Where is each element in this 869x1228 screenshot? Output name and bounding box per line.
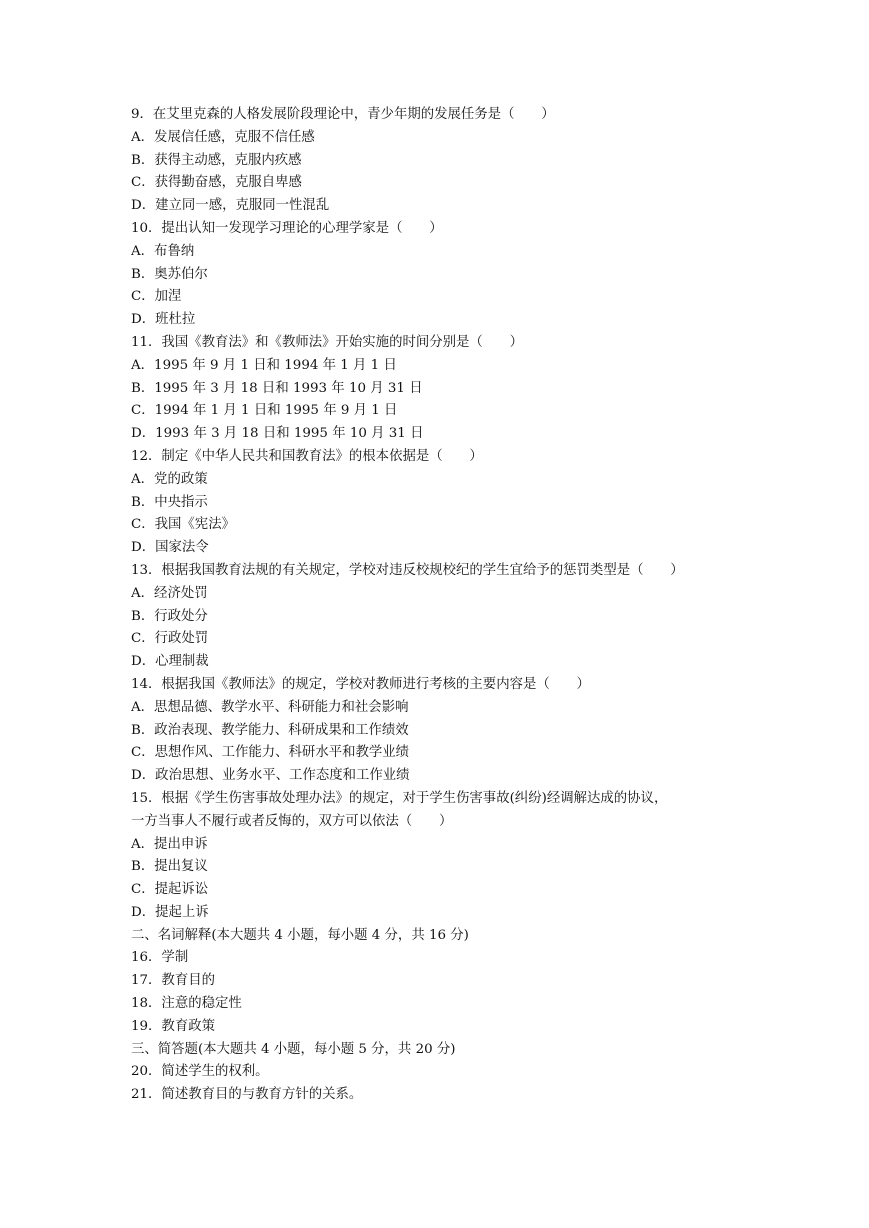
text-line: B．获得主动感，克服内疚感 <box>131 152 302 168</box>
text-line: A．发展信任感，克服不信任感 <box>131 129 315 145</box>
text-line: A．经济处罚 <box>131 585 208 601</box>
text-line: C．提起诉讼 <box>131 882 209 898</box>
text-line: A．布鲁纳 <box>131 243 195 259</box>
text-line: 一方当事人不履行或者反悔的，双方可以依法（ ） <box>131 813 453 829</box>
text-line: A．提出申诉 <box>131 836 208 852</box>
text-line: D．建立同一感，克服同一性混乱 <box>131 198 330 214</box>
text-line: B．提出复议 <box>131 859 208 875</box>
text-line: D．班杜拉 <box>131 312 196 328</box>
text-line: B．行政处分 <box>131 608 208 624</box>
text-line: 21．简述教育目的与教育方针的关系。 <box>131 1087 363 1103</box>
text-line: C．加涅 <box>131 289 182 305</box>
document-page <box>131 104 741 1107</box>
text-line: 15．根据《学生伤害事故处理办法》的规定，对于学生伤害事故(纠纷)经调解达成的协议， <box>131 790 668 806</box>
text-line: D．心理制裁 <box>131 654 209 670</box>
text-line: C．1994 年 1 月 1 日和 1995 年 9 月 1 日 <box>131 403 398 419</box>
text-line: C．思想作风、工作能力、科研水平和教学业绩 <box>131 745 410 761</box>
text-line: 11．我国《教育法》和《教师法》开始实施的时间分别是（ ） <box>131 334 523 350</box>
text-line: A．党的政策 <box>131 471 208 487</box>
text-line: 二、名词解释(本大题共 4 小题，每小题 4 分，共 16 分) <box>131 927 469 943</box>
text-line: A．1995 年 9 月 1 日和 1994 年 1 月 1 日 <box>131 357 397 373</box>
text-line: B．中央指示 <box>131 494 208 510</box>
text-line: 三、简答题(本大题共 4 小题，每小题 5 分，共 20 分) <box>131 1041 456 1057</box>
text-line: C．我国《宪法》 <box>131 517 235 533</box>
text-line: B．政治表现、教学能力、科研成果和工作绩效 <box>131 722 409 738</box>
text-line: 20．简述学生的权利。 <box>131 1064 269 1080</box>
text-line: 16．学制 <box>131 950 189 966</box>
text-line: B．1995 年 3 月 18 日和 1993 年 10 月 31 日 <box>131 380 423 396</box>
text-line: 17．教育目的 <box>131 973 215 989</box>
text-line: 10．提出认知一发现学习理论的心理学家是（ ） <box>131 220 443 236</box>
text-line: 14．根据我国《教师法》的规定，学校对教师进行考核的主要内容是（ ） <box>131 676 590 692</box>
text-line: 9．在艾里克森的人格发展阶段理论中，青少年期的发展任务是（ ） <box>131 107 555 122</box>
text-line: 13．根据我国教育法规的有关规定，学校对违反校规校纪的学生宜给予的惩罚类型是（ ） <box>131 562 684 578</box>
text-line: C．行政处罚 <box>131 631 209 647</box>
text-line: 12．制定《中华人民共和国教育法》的根本依据是（ ） <box>131 448 483 464</box>
text-line: D．提起上诉 <box>131 904 209 920</box>
text-line: D．政治思想、业务水平、工作态度和工作业绩 <box>131 768 410 784</box>
text-line: A．思想品德、教学水平、科研能力和社会影响 <box>131 699 409 715</box>
text-line: D．1993 年 3 月 18 日和 1995 年 10 月 31 日 <box>131 426 424 442</box>
text-line: D．国家法令 <box>131 540 209 556</box>
text-line: C．获得勤奋感，克服自卑感 <box>131 175 302 191</box>
text-line: B．奥苏伯尔 <box>131 266 208 282</box>
text-line: 18．注意的稳定性 <box>131 996 242 1012</box>
text-line: 19．教育政策 <box>131 1018 215 1034</box>
